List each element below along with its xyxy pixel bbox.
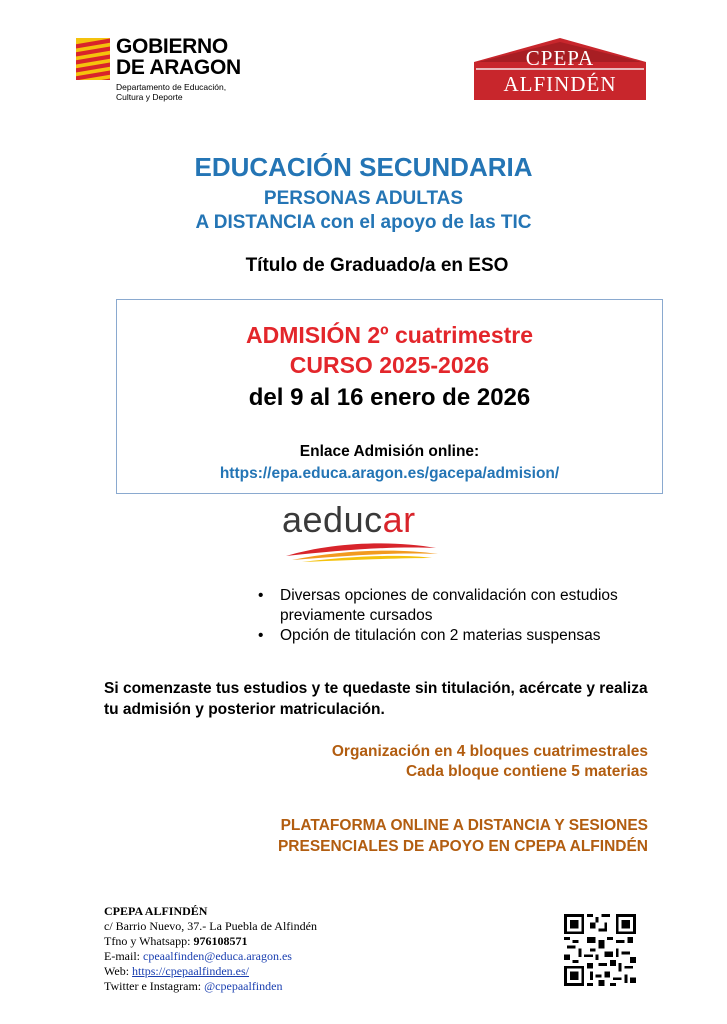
platform-line-1: PLATAFORMA ONLINE A DISTANCIA Y SESIONES (280, 817, 648, 834)
footer-social-label: Twitter e Instagram: (104, 979, 202, 993)
list-item: • Opción de titulación con 2 materias suspensas (258, 626, 678, 646)
footer-phone-label: Tfno y Whatsapp: (104, 934, 191, 948)
gov-name: GOBIERNO DE ARAGON (116, 35, 241, 79)
qr-code-icon[interactable] (564, 914, 636, 986)
footer-social[interactable]: @cpepaalfinden (204, 979, 283, 993)
admission-box (116, 299, 663, 494)
organization-line-2: Cada bloque contiene 5 materias (405, 763, 648, 780)
gobierno-aragon-logo (76, 36, 266, 106)
aeducar-logo (282, 500, 442, 562)
platform-block (150, 815, 648, 857)
aeducar-text-accent: ar (382, 499, 416, 540)
subtitle: Título de Graduado/a en ESO (245, 255, 509, 276)
gov-department: Departamento de Educación, Cultura y Deporte (116, 82, 227, 102)
footer-phone[interactable]: 976108571 (193, 934, 248, 948)
footer-address: c/ Barrio Nuevo, 37.- La Puebla de Alfindén (104, 919, 317, 933)
aeducar-swoosh-icon (282, 538, 442, 562)
admission-course: CURSO 2025-2026 (289, 352, 490, 378)
footer-web-link[interactable]: https://cpepaalfinden.es/ (132, 964, 249, 978)
footer-contact (104, 904, 317, 994)
platform-line-2: PRESENCIALES DE APOYO EN CPEPA ALFINDÉN (277, 838, 648, 855)
admission-link[interactable]: https://epa.educa.aragon.es/gacepa/admision/ (219, 465, 560, 482)
aeducar-text-main: aeduc (282, 499, 383, 540)
organization-line-1: Organización en 4 bloques cuatrimestrales (331, 743, 648, 760)
list-item: • Diversas opciones de convalidación con estudios previamente cursados (258, 586, 678, 626)
footer-name: CPEPA ALFINDÉN (104, 904, 208, 918)
cpepa-logo (474, 38, 646, 100)
features-list (258, 586, 678, 646)
footer-email-label: E-mail: (104, 949, 140, 963)
admission-term: ADMISIÓN 2º cuatrimestre (245, 322, 534, 348)
admission-link-label: Enlace Admisión online: (299, 443, 480, 460)
footer-web-label: Web: (104, 964, 130, 978)
organization-block (200, 742, 648, 782)
cpepa-logo-line2: ALFINDÉN (503, 72, 617, 96)
aragon-flag-icon (76, 38, 110, 80)
admission-dates: del 9 al 16 enero de 2026 (248, 384, 531, 411)
title-line-2: PERSONAS ADULTAS (263, 188, 464, 209)
intro-paragraph: Si comenzaste tus estudios y te quedaste sin titulación, acércate y realiza tu admisión y posterior matriculación. (104, 680, 648, 718)
title-line-3: A DISTANCIA con el apoyo de las TIC (195, 212, 532, 233)
main-title: EDUCACIÓN SECUNDARIA (194, 152, 533, 182)
footer-email[interactable]: cpeaalfinden@educa.aragon.es (143, 949, 292, 963)
cpepa-logo-line1: CPEPA (525, 46, 595, 70)
